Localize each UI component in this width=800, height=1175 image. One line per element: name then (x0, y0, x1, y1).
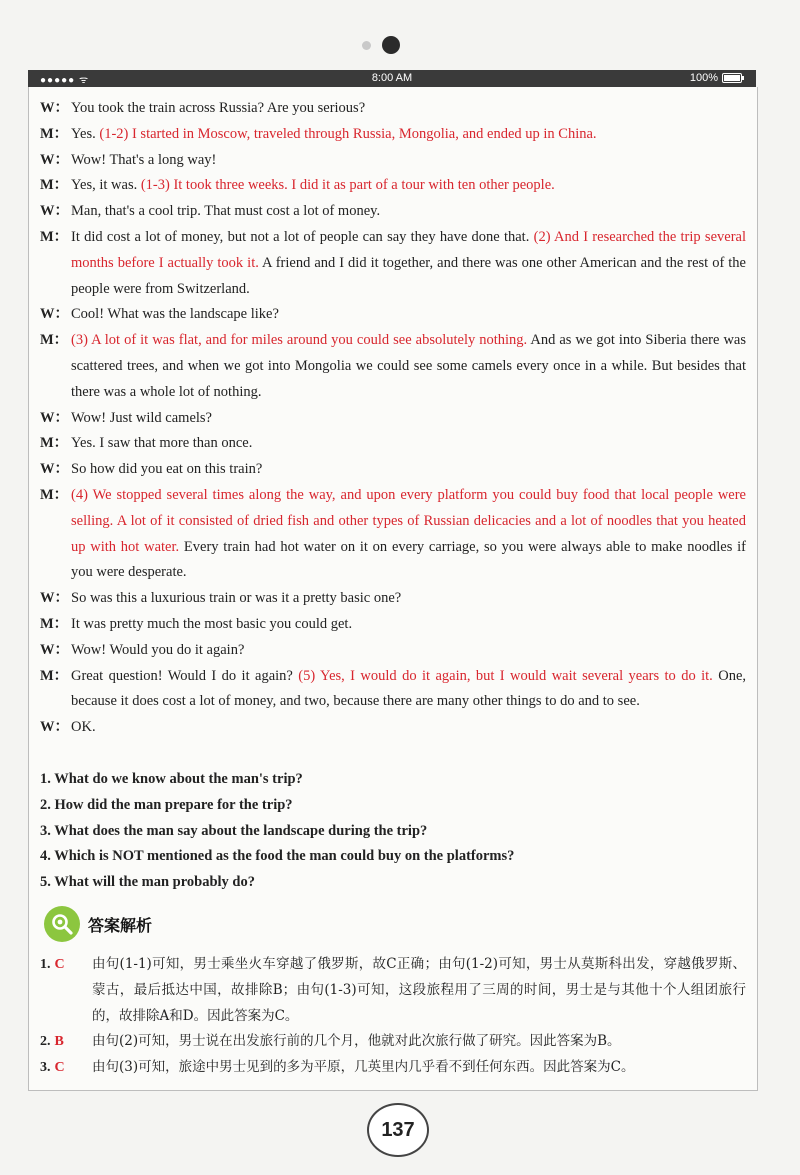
status-bar (28, 70, 756, 87)
sentence: Yes. I saw that more than once. (71, 435, 253, 452)
dialogue-line (40, 664, 746, 716)
answer-key: B (54, 1034, 64, 1050)
key-sentence: (5) Yes, I would do it again, but I would wait several years to do it. (298, 667, 713, 684)
dialogue-line (40, 199, 746, 225)
line-text (71, 715, 746, 741)
speaker-label: W： (40, 409, 69, 426)
dialogue-line (40, 302, 746, 328)
line-text (71, 638, 746, 664)
sentence: Wow! Just wild camels? (71, 409, 212, 426)
speaker-label: M： (40, 667, 69, 684)
dialogue-line (40, 328, 746, 405)
answer-index: 3. (40, 1060, 51, 1076)
answer-item (40, 952, 746, 1029)
dialogue-line (40, 96, 746, 122)
line-text (71, 148, 746, 174)
question-item: 1. What do we know about the man's trip? (40, 771, 303, 787)
dialogue-line (40, 225, 746, 302)
sentence: So how did you eat on this train? (71, 461, 263, 478)
magnifier-icon (44, 906, 80, 942)
battery-icon (722, 73, 742, 83)
dialogue-line (40, 612, 746, 638)
key-sentence: (1-3) It took three weeks. I did it as part of a tour with ten other people. (140, 177, 555, 194)
question-list (40, 767, 746, 896)
key-sentence: (4) We stopped several times along the way, and upon every platform you could buy food that local people were selling. A lot of it consisted of dried fish and other types of Russian delicacies and a lot of noodles that you heated up with hot water. (71, 486, 746, 555)
line-text (71, 122, 746, 148)
sentence: Great question! Would I do it again? (71, 667, 299, 684)
dialogue-line (40, 638, 746, 664)
sentence: Yes, it was. (71, 177, 141, 194)
speaker-label: M： (40, 125, 69, 142)
sentence: One, because it does cost a lot of money, and two, because there are many other things to do and to see. (71, 667, 747, 710)
line-text (71, 664, 746, 716)
answer-key: C (54, 957, 65, 972)
dialogue-line (40, 715, 746, 741)
speaker-label: M： (40, 228, 69, 245)
sentence: And as we got into Siberia there was scattered trees, and when we got into Mongolia we could see some camels every once in a while. But besides that there was a whole lot of nothing. (71, 332, 746, 400)
question-item: 3. What does the man say about the landscape during the trip? (40, 822, 428, 839)
speaker-label: M： (40, 615, 69, 632)
dialogue-line (40, 431, 746, 457)
sentence: Man, that's a cool trip. That must cost a lot of money. (71, 203, 381, 220)
answer-explanation: 由句(3)可知，旅途中男士见到的多为平原，几英里内几乎看不到任何东西。因此答案为C。 (92, 1059, 635, 1076)
sentence: It did cost a lot of money, but not a lot of people can say they have done that. (71, 228, 534, 245)
sentence: OK. (71, 719, 96, 736)
line-text (71, 96, 746, 122)
camera-lens (382, 36, 400, 54)
answer-section-title: 答案解析 (88, 915, 153, 935)
sentence: Wow! That's a long way! (71, 151, 217, 168)
line-text (71, 225, 746, 302)
line-text (71, 457, 746, 483)
battery-indicator (690, 72, 742, 84)
sentence: Every train had hot water on it on every carriage, so you were always able to make noodles if you were desperate. (71, 538, 746, 581)
sentence: A friend and I did it together, and there was one other American and the rest of the people were from Switzerland. (71, 254, 746, 297)
sentence: It was pretty much the most basic you could get. (71, 615, 353, 632)
line-text (71, 612, 746, 638)
question-item: 4. Which is NOT mentioned as the food the man could buy on the platforms? (40, 848, 515, 865)
status-time: 8:00 AM (371, 72, 413, 84)
dialogue-line (40, 406, 746, 432)
line-text (71, 406, 746, 432)
answer-section-header (44, 906, 152, 942)
signal-icon: ●●●●● ᯤ (40, 75, 90, 86)
answer-key: C (54, 1060, 65, 1076)
answer-explanations (40, 952, 746, 1081)
answer-item (40, 1055, 746, 1081)
line-text (71, 431, 746, 457)
speaker-label: W： (40, 203, 69, 220)
battery-percent: 100% (689, 72, 718, 84)
speaker-label: W： (40, 306, 69, 323)
sentence: Yes. (71, 125, 100, 142)
key-sentence: (2) And I researched the trip several months before I actually took it. (71, 228, 746, 271)
dialogue-line (40, 122, 746, 148)
key-sentence: (1-2) I started in Moscow, traveled through Russia, Mongolia, and ended up in China. (99, 125, 597, 142)
dialogue-line (40, 483, 746, 586)
line-text (71, 586, 746, 612)
answer-number (40, 952, 92, 1029)
answer-explanation: 由句(1-1)可知，男士乘坐火车穿越了俄罗斯，故C正确；由句(1-2)可知，男士从莫斯科出发，穿越俄罗斯、蒙古，最后抵达中国，故排除B；由句(1-3)可知，这段旅程用了三周的时间，男士是与其他十个人组团旅行的，故排除A和D。因此答案为C。 (92, 956, 746, 1024)
dialogue-line (40, 457, 746, 483)
sentence: Wow! Would you do it again? (71, 641, 245, 658)
dialogue-line (40, 173, 746, 199)
dialogue-line (40, 148, 746, 174)
sentence: Cool! What was the landscape like? (71, 306, 279, 323)
line-text (71, 199, 746, 225)
speaker-label: W： (40, 641, 69, 658)
key-sentence: (3) A lot of it was flat, and for miles around you could see absolutely nothing. (71, 332, 528, 349)
line-text (71, 483, 746, 586)
answer-number (40, 1055, 92, 1081)
speaker-label: W： (40, 151, 69, 168)
dialogue-line (40, 586, 746, 612)
sentence: So was this a luxurious train or was it a pretty basic one? (71, 590, 402, 607)
speaker-label: W： (40, 461, 69, 478)
line-text (71, 173, 746, 199)
sentence: You took the train across Russia? Are you serious? (71, 100, 366, 116)
answer-number (40, 1029, 92, 1055)
speaker-label: M： (40, 332, 69, 349)
answer-explanation: 由句(2)可知，男士说在出发旅行前的几个月，他就对此次旅行做了研究。因此答案为B。 (92, 1033, 621, 1050)
speaker-label: M： (40, 177, 69, 194)
line-text (71, 302, 746, 328)
answer-item (40, 1029, 746, 1055)
dialogue-transcript (40, 96, 746, 741)
speaker-label: W： (40, 590, 69, 607)
question-item: 5. What will the man probably do? (40, 874, 255, 891)
speaker-label: M： (40, 435, 69, 452)
question-item: 2. How did the man prepare for the trip? (40, 796, 293, 813)
speaker-label: W： (40, 719, 69, 736)
camera-sensor-dot (362, 41, 371, 50)
line-text (71, 328, 746, 405)
speaker-label: W： (40, 100, 69, 116)
answer-index: 2. (40, 1034, 51, 1050)
answer-index: 1. (40, 957, 51, 972)
page-number: 137 (367, 1103, 429, 1157)
speaker-label: M： (40, 486, 69, 503)
